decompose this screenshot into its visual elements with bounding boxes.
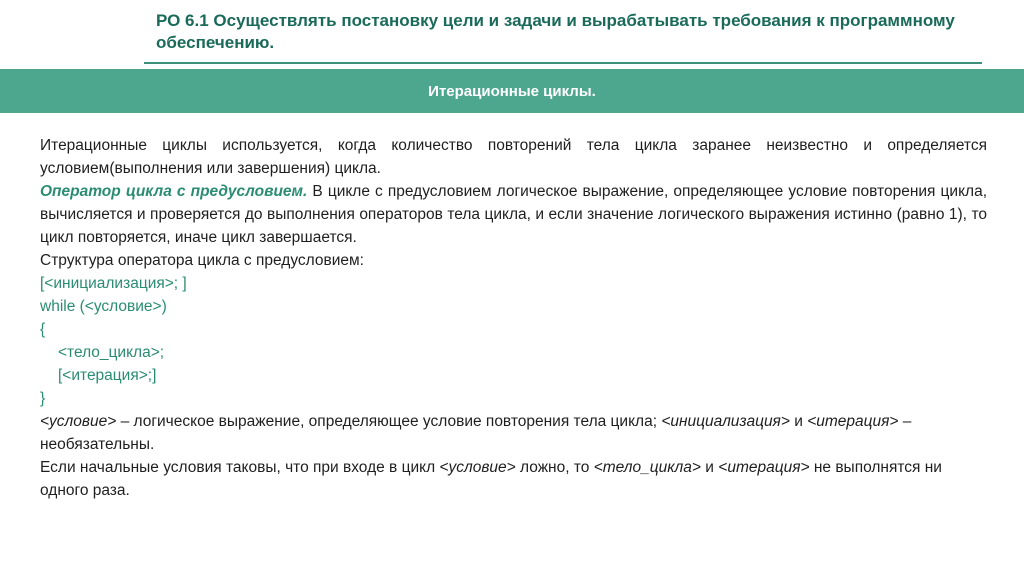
content-area bbox=[40, 134, 987, 502]
code-line-close-brace: } bbox=[40, 390, 46, 407]
code-line-iteration: [<итерация>;] bbox=[58, 367, 157, 384]
operator-description: В цикле с предусловием логическое выражение, определяющее условие повторения цикла, вычисляется и проверяется до выполнения операторов тела цикла, и если значение логического выражения истинно (равно 1), то цикл повторяется, иначе цикл завершается. bbox=[40, 183, 988, 246]
code-block bbox=[40, 272, 987, 410]
note1-text3: –необязательны. bbox=[40, 413, 912, 453]
note2-text3: и bbox=[700, 459, 719, 476]
note2-text1: Если начальные условия таковы, что при входе в цикл bbox=[40, 459, 440, 476]
term-condition: <условие> bbox=[40, 413, 117, 430]
code-line-init: [<инициализация>; ] bbox=[40, 275, 187, 292]
term-iteration-2: <итерация> bbox=[718, 459, 810, 476]
operator-paragraph bbox=[40, 180, 987, 249]
intro-paragraph: Итерационные циклы используется, когда количество повторений тела цикла заранее неизвестно и определяется условием(выполнения или завершения) цикла. bbox=[40, 137, 987, 177]
note2-text4: не выполнятся ни одного раза. bbox=[40, 459, 942, 499]
term-iteration: <итерация> bbox=[807, 413, 899, 430]
note1-text1: – логическое выражение, определяющее условие повторения тела цикла; bbox=[116, 413, 662, 430]
code-line-body: <тело_цикла>; bbox=[58, 344, 165, 361]
note-false-condition bbox=[40, 456, 987, 502]
term-initialization: <инициализация> bbox=[661, 413, 790, 430]
title-underline bbox=[144, 62, 982, 64]
section-title: Итерационные циклы. bbox=[428, 82, 596, 100]
structure-label: Структура оператора цикла с предусловием: bbox=[40, 252, 364, 269]
page-title: РО 6.1 Осуществлять постановку цели и задачи и вырабатывать требования к программному обеспечению. bbox=[156, 11, 955, 52]
code-line-open-brace: { bbox=[40, 321, 46, 338]
code-line-while: while (<условие>) bbox=[40, 298, 167, 315]
term-condition-2: <условие> bbox=[439, 459, 516, 476]
section-banner bbox=[0, 69, 1024, 113]
note1-text2: и bbox=[789, 413, 808, 430]
note-optional-parts bbox=[40, 410, 987, 456]
operator-heading: Оператор цикла с предусловием. bbox=[40, 183, 308, 200]
note2-text2: ложно, то bbox=[515, 459, 594, 476]
term-loop-body: <тело_цикла> bbox=[593, 459, 701, 476]
